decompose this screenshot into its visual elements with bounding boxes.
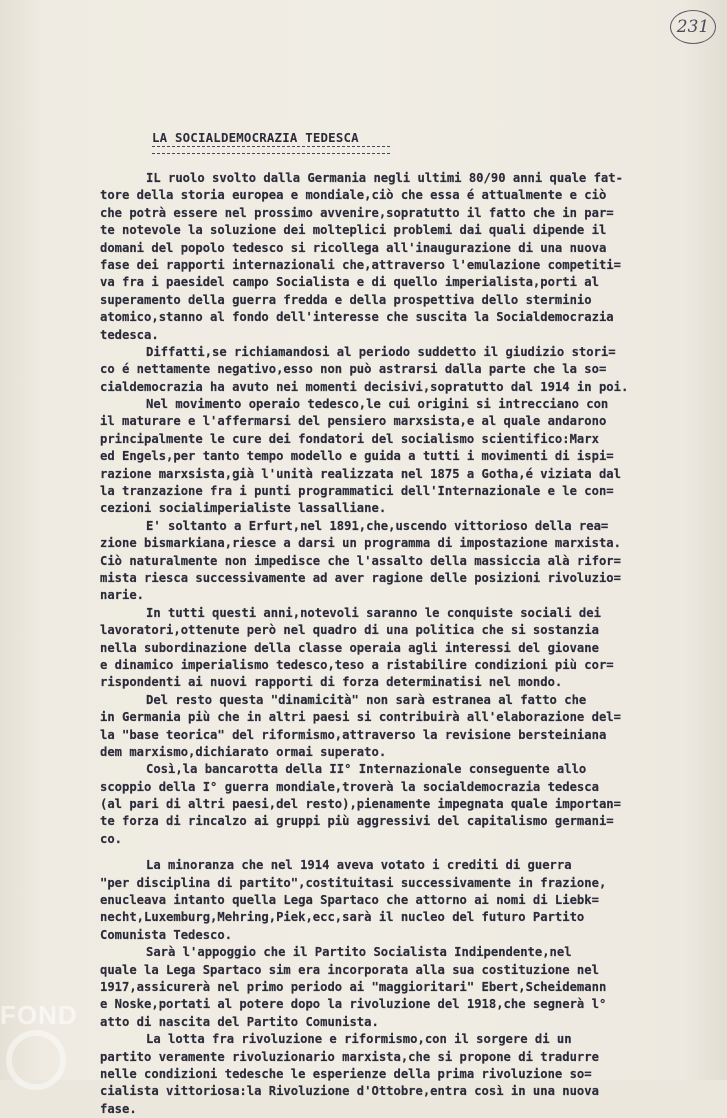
text-line: quale la Lega Spartaco sim era incorporata alla sua costituzione nel [100,962,599,977]
text-line: cialdemocrazia ha avuto nei momenti decisivi,sopratutto dal 1914 in poi. [100,379,629,394]
text-line: lavoratori,ottenute però nel quadro di una politica che si sostanzia [100,623,599,638]
text-line: (al pari di altri paesi,del resto),pienamente impegnata quale importan= [100,797,621,812]
text-line: mista riesca successivamente ad aver ragione delle posizioni rivoluzio= [100,570,621,585]
text-line: in Germania più che in altri paesi si contribuirà all'elaborazione del= [100,710,621,725]
text-line: Nel movimento operaio tedesco,le cui origini si intrecciano con [146,397,609,412]
text-line: Comunista Tedesco. [100,927,233,942]
text-line: la "base teorica" del riformismo,attraverso la revisione bersteiniana [100,727,607,742]
paragraph [100,857,710,944]
paragraph [100,344,710,396]
document-title: LA SOCIALDEMOCRAZIA TEDESCA [152,130,359,145]
text-line: enucleava intanto quella Lega Spartaco che attorno ai nomi di Liebk= [100,893,599,908]
text-line: ed Engels,per tanto tempo modello e guida a tutti i movimenti di ispi= [100,449,614,464]
text-line: Ciò naturalmente non impedisce che l'assalto della massiccia alà rifor= [100,553,621,568]
text-line: narie. [100,588,145,603]
text-line: In tutti questi anni,notevoli saranno le conquiste sociali dei [146,605,601,620]
text-line: La minoranza che nel 1914 aveva votato i crediti di guerra [146,858,572,873]
text-line: 1917,assicurerà nel primo periodo ai "maggioritari" Ebert,Scheidemann [100,979,607,994]
text-line: scoppio della I° guerra mondiale,troverà la socialdemocrazia tedesca [100,779,599,794]
paragraph [100,518,710,605]
text-line: cezioni socialimperialiste lassalliane. [100,501,387,516]
paragraph-gap [100,848,710,857]
text-line: fase. [100,1101,137,1116]
text-line: co. [100,831,123,846]
text-line: nella subordinazione della classe operaia agli interessi del giovane [100,640,599,655]
paragraph [100,761,710,848]
text-line: Così,la bancarotta della II° Internazionale conseguente allo [146,762,587,777]
text-line: Sarà l'appoggio che il Partito Socialista Indipendente,nel [146,945,572,960]
text-line: tedesca. [100,327,159,342]
paragraph [100,944,710,1031]
paragraph [100,170,710,344]
text-line: cialista vittoriosa:la Rivoluzione d'Ottobre,entra così in una nuova [100,1084,599,1099]
text-line: te notevole la soluzione dei molteplici problemi dai quali dipende il [100,223,607,238]
text-line: il maturare e l'affermarsi del pensiero marxsista,e al quale andarono [100,414,607,429]
text-line: superamento della guerra fredda e della prospettiva dello sterminio [100,292,592,307]
text-line: la tranzazione fra i punti programmatici dell'Internazionale e le con= [100,484,614,499]
text-line: domani del popolo tedesco si ricollega all'inaugurazione di una nuova [100,240,607,255]
archive-watermark: FOND [0,1000,78,1030]
paragraph [100,605,710,692]
text-line: principalmente le cure dei fondatori del socialismo scientifico:Marx [100,431,599,446]
text-line: Del resto questa "dinamicità" non sarà estranea al fatto che [146,692,587,707]
text-line: rispondenti ai nuovi rapporti di forza determinatisi nel mondo. [100,675,563,690]
text-line: Diffatti,se richiamandosi al periodo suddetto il giudizio stori= [146,344,616,359]
text-line: nelle condizioni tedesche le esperienze della prima rivoluzione so= [100,1066,592,1081]
paragraph [100,396,710,518]
text-line: razione marxsista,già l'unità realizzata nel 1875 a Gotha,é viziata dal [100,466,621,481]
text-line: co é nettamente negativo,esso non può astrarsi dalla parte che la so= [100,362,607,377]
text-line: tore della storia europea e mondiale,ciò che essa é attualmente e ciò [100,188,607,203]
title-underline [152,146,390,154]
text-line: "per disciplina di partito",costituitasi successivamente in frazione, [100,875,607,890]
page-number: 231 [670,10,716,44]
paragraph [100,692,710,762]
document-body [100,170,710,1118]
text-line: te forza di rincalzo ai gruppi più aggressivi del capitalismo germani= [100,814,614,829]
text-line: necht,Luxemburg,Mehring,Piek,ecc,sarà il nucleo del futuro Partito [100,910,585,925]
text-line: dem marxismo,dichiarato ormai superato. [100,744,387,759]
paragraph [100,1031,710,1118]
text-line: e dinamico imperialismo tedesco,teso a ristabilire condizioni più cor= [100,657,614,672]
text-line: fase dei rapporti internazionali che,attraverso l'emulazione competiti= [100,257,621,272]
text-line: atto di nascita del Partito Comunista. [100,1014,379,1029]
text-line: atomico,stanno al fondo dell'interesse che suscita la Socialdemocrazia [100,310,614,325]
text-line: e Noske,portati al potere dopo la rivoluzione del 1918,che segnerà l° [100,997,607,1012]
text-line: partito veramente rivoluzionario marxista,che si propone di tradurre [100,1049,599,1064]
text-line: E' soltanto a Erfurt,nel 1891,che,uscendo vittorioso della rea= [146,518,609,533]
text-line: zione bismarkiana,riesce a darsi un programma di impostazione marxista. [100,536,621,551]
text-line: La lotta fra rivoluzione e riformismo,con il sorgere di un [146,1032,572,1047]
text-line: che potrà essere nel prossimo avvenire,sopratutto il fatto che in par= [100,205,614,220]
text-line: va fra i paesidel campo Socialista e di quello imperialista,porti al [100,275,599,290]
text-line: IL ruolo svolto dalla Germania negli ultimi 80/90 anni quale fat- [146,171,623,185]
archive-watermark-ring [6,1030,66,1090]
